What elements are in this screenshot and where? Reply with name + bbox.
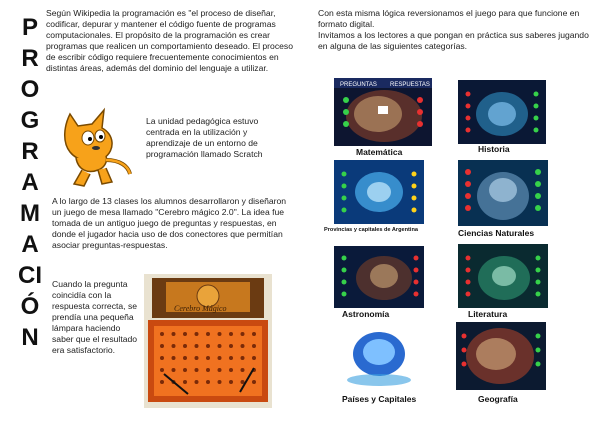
board-hole — [252, 344, 256, 348]
title-letter: A — [21, 169, 39, 196]
board-hole — [206, 356, 210, 360]
category-label-geografia[interactable]: Geografía — [478, 394, 518, 404]
title-letter: Ó — [20, 293, 40, 320]
category-label-provincias[interactable]: Provincias y capitales de Argentina — [324, 227, 418, 233]
board-hole — [218, 368, 222, 372]
title-letter: R — [21, 45, 39, 72]
board-hole — [160, 344, 164, 348]
board-hole — [195, 368, 199, 372]
category-thumb-paises-capitales[interactable] — [336, 322, 422, 388]
board-hole — [241, 332, 245, 336]
board-hole — [206, 368, 210, 372]
board-hole — [206, 380, 210, 384]
category-thumb-geografia[interactable] — [456, 322, 546, 390]
pregunta-paragraph: Cuando la pregunta coincidía con la respuesta correcta, se prendía una pequeña lámpara haciendo saber que el resultado era satisfactorio. — [52, 279, 138, 355]
category-label-paises-capitales[interactable]: Países y Capitales — [342, 394, 417, 404]
preguntas-header: PREGUNTAS — [340, 82, 377, 88]
intro-paragraph: Según Wikipedia la programación es "el proceso de diseñar, codificar, depurar y mantener el código fuente de programas computacionales. El propósito de la programación es crear programas que realicen un comportamiento deseado. El proceso de escribir código requiere frecuentemente conocimientos en distintas áreas, además del dominio del lenguaje a utilizar. — [46, 8, 293, 73]
board-hole — [195, 332, 199, 336]
title-letter: CI — [18, 262, 42, 289]
title-letter: P — [21, 14, 38, 41]
board-hole — [195, 356, 199, 360]
board-hole — [218, 356, 222, 360]
right-intro-paragraph: Con esta misma lógica reversionamos el juego para que funcione en formato digital. Invitamos a los lectores a que pongan en práctica sus saberes jugando en alguna de las siguientes categorías. — [318, 8, 589, 51]
board-hole — [241, 356, 245, 360]
title-letter: R — [21, 138, 39, 165]
board-hole — [172, 344, 176, 348]
board-hole — [229, 332, 233, 336]
category-thumb-ciencias-naturales[interactable] — [458, 160, 548, 226]
board-hole — [183, 356, 187, 360]
board-hole — [218, 380, 222, 384]
category-label-literatura[interactable]: Literatura — [468, 309, 508, 319]
board-hole — [241, 344, 245, 348]
board-hole — [195, 344, 199, 348]
scratch-cat-image — [58, 104, 136, 195]
board-hole — [172, 332, 176, 336]
board-hole — [160, 356, 164, 360]
board-hole — [183, 380, 187, 384]
title-letter: O — [20, 76, 40, 103]
title-letter: G — [20, 107, 40, 134]
board-hole — [195, 380, 199, 384]
category-thumb-matematica[interactable] — [334, 78, 432, 146]
board-hole — [172, 368, 176, 372]
game-box-title: Cerebro Mágico — [174, 304, 227, 313]
category-thumb-provincias[interactable] — [334, 160, 424, 224]
board-hole — [229, 344, 233, 348]
category-label-matematica[interactable]: Matemática — [356, 147, 403, 157]
board-hole — [229, 368, 233, 372]
unidad-paragraph: La unidad pedagógica estuvo centrada en la utilización y aprendizaje de un entorno de programación llamado Scratch — [146, 116, 263, 159]
respuestas-header: RESPUESTAS — [390, 82, 430, 88]
board-hole — [241, 368, 245, 372]
category-thumb-historia[interactable] — [458, 80, 546, 144]
cerebro-magico-game-photo — [144, 274, 272, 413]
board-hole — [160, 332, 164, 336]
category-label-historia[interactable]: Historia — [478, 144, 510, 154]
board-hole — [252, 380, 256, 384]
category-label-ciencias-naturales[interactable]: Ciencias Naturales — [458, 228, 535, 238]
board-hole — [183, 344, 187, 348]
board-hole — [160, 380, 164, 384]
board-hole — [252, 356, 256, 360]
category-label-astronomia[interactable]: Astronomía — [342, 309, 390, 319]
clases-paragraph: A lo largo de 13 clases los alumnos desarrollaron y diseñaron un juego de mesa llamado "Cerebro mágico 2.0". La idea fue tomada de un antiguo juego de preguntas y respuestas, en donde el jugador hacia uso de dos conectores que permitían asociar preguntas-respuestas. — [52, 196, 287, 250]
board-hole — [218, 344, 222, 348]
board-hole — [172, 356, 176, 360]
board-hole — [218, 332, 222, 336]
board-hole — [160, 368, 164, 372]
title-letter: M — [20, 200, 40, 227]
title-letter: A — [21, 231, 39, 258]
board-hole — [252, 332, 256, 336]
board-hole — [183, 368, 187, 372]
board-hole — [183, 332, 187, 336]
title-letter: N — [21, 324, 39, 351]
category-thumb-astronomia[interactable] — [334, 246, 424, 308]
board-hole — [229, 356, 233, 360]
board-hole — [206, 332, 210, 336]
category-thumb-literatura[interactable] — [458, 244, 548, 308]
board-hole — [229, 380, 233, 384]
board-hole — [206, 344, 210, 348]
